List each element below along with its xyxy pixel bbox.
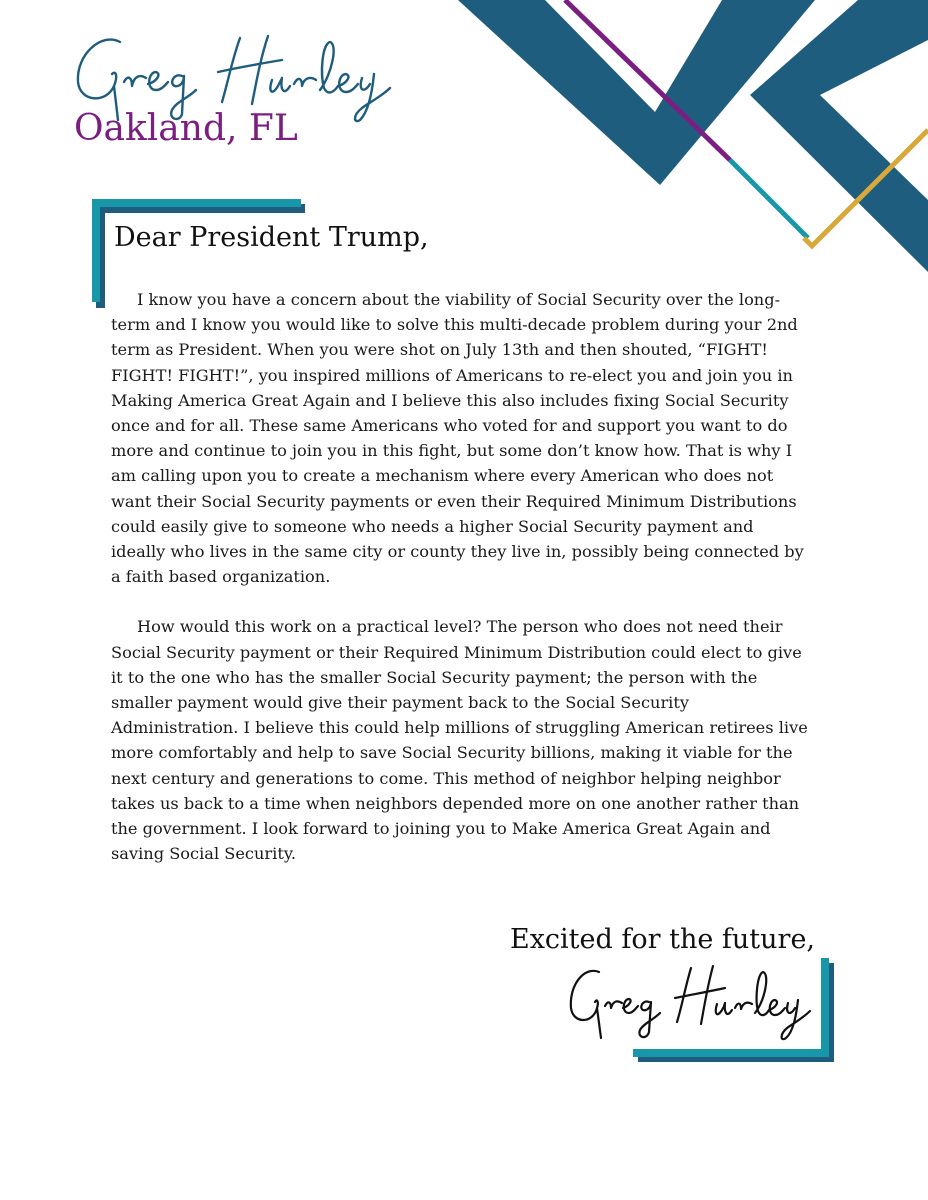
letter-salutation: Dear President Trump,	[114, 222, 429, 253]
letter-closing: Excited for the future,	[509, 924, 815, 955]
letter-paragraph: I know you have a concern about the viability of Social Security over the long-term and I know you would like to solve this multi-decade problem during your 2nd term as President. When you were shot on July 13th and then shouted, “FIGHT! FIGHT! FIGHT!”, you inspired millions of Americans to re-elect you and join you in Making America Great Again and I believe this also includes fixing Social Security once and for all. These same Americans who voted for and support you want to do more and continue to join you in this fight, but some don’t know how. That is why I am calling upon you to create a mechanism where every American who does not want their Social Security payments or even their Required Minimum Distributions could easily give to someone who needs a higher Social Security payment and ideally who lives in the same city or county they live in, possibly being connected by a faith based organization.	[111, 290, 804, 587]
teal-diagonal-line	[730, 160, 808, 238]
handwritten-signature	[565, 958, 815, 1048]
letter-body	[111, 287, 811, 866]
header-location: Oakland, FL	[74, 108, 298, 149]
letter-paragraph: How would this work on a practical level? The person who does not need their Social Security payment or their Required Minimum Distribution could elect to give it to the one who has the smaller Social Security payment; the person with the smaller payment would give their payment back to the Social Security Administration. I believe this could help millions of struggling American retirees live more comfortably and help to save Social Security billions, making it viable for the next century and generations to come. This method of neighbor helping neighbor takes us back to a time when neighbors depended more on one another rather than the government. I look forward to joining you to Make America Great Again and saving Social Security.	[111, 617, 808, 864]
